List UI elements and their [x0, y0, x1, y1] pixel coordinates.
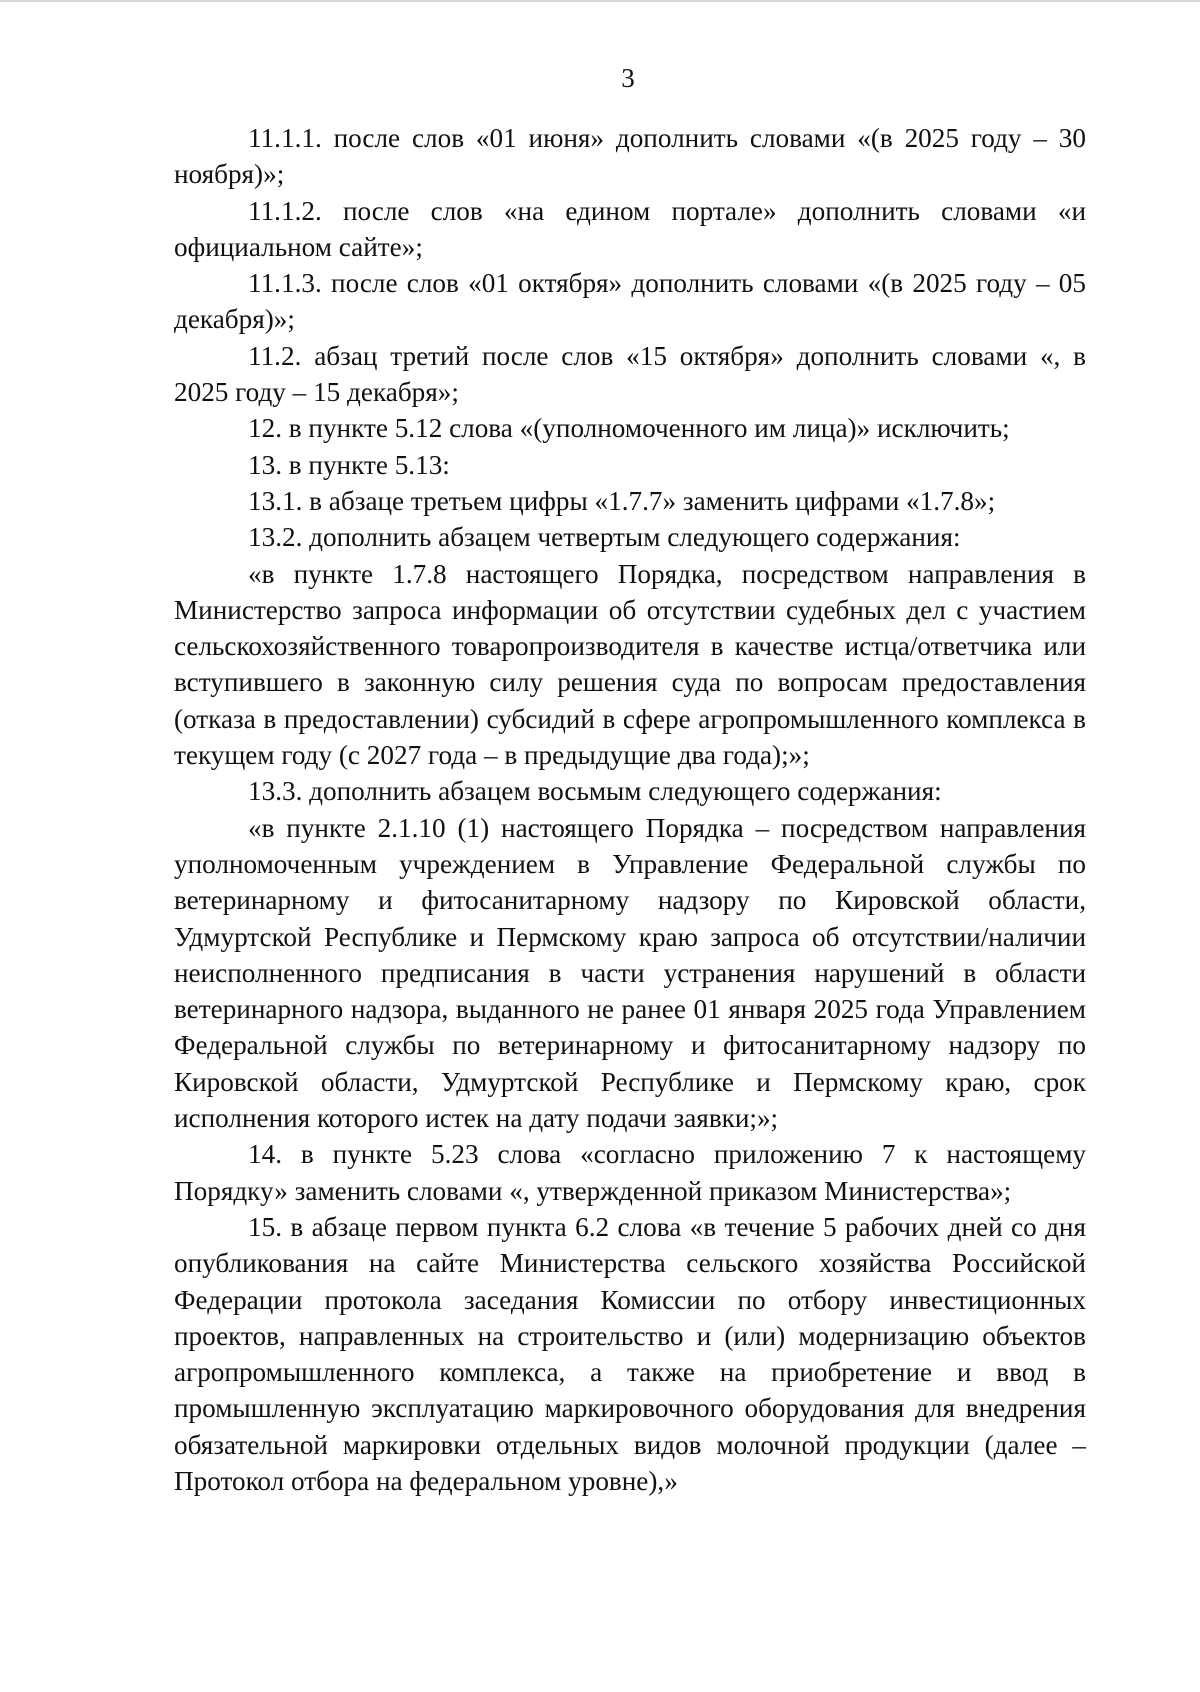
paragraph-13-2: 13.2. дополнить абзацем четвертым следующего содержания: [248, 522, 961, 553]
paragraph-11-1-2: 11.1.2. после слов «на едином портале» дополнить словами «и официальном сайте»; [174, 195, 1086, 262]
scan-edge-line [0, 0, 1200, 2]
paragraph-11-2: 11.2. абзац третий после слов «15 октября» дополнить словами «, в 2025 году – 15 декабря»; [174, 340, 1086, 408]
paragraph-13-3: 13.3. дополнить абзацем восьмым следующего содержания: [248, 776, 942, 807]
paragraph-15: 15. в абзаце первом пункта 6.2 слова «в течение 5 рабочих дней со дня опубликования на сайте Министерства сельского хозяйства Российской Федерации протокола заседания Комиссии по отбору инвестиционных проектов, направленных на строительство и (или) модернизацию объектов агропромышленного комплекса, а также на приобретение и ввод в промышленную эксплуатацию маркировочного оборудования для внедрения обязательной маркировки отдельных видов молочной продукции (далее – Протокол отбора на федеральном уровне),» [174, 1211, 1086, 1496]
page-number: 3 [621, 63, 635, 93]
quoted-paragraph-1-7-8: «в пункте 1.7.8 настоящего Порядка, посредством направления в Министерство запроса информации об отсутствии судебных дел с участием сельскохозяйственного товаропроизводителя в качестве истца/ответчика или вступившего в законную силу решения суда по вопросам предоставления (отказа в предоставлении) субсидий в сфере агропромышленного комплекса в текущем году (с 2027 года – в предыдущие два года);»; [174, 558, 1086, 771]
paragraph-14: 14. в пункте 5.23 слова «согласно приложению 7 к настоящему Порядку» заменить словами «, утвержденной приказом Министерства»; [174, 1139, 1086, 1206]
paragraph-11-1-3: 11.1.3. после слов «01 октября» дополнить словами «(в 2025 году – 05 декабря)»; [174, 268, 1086, 335]
paragraph-13-1: 13.1. в абзаце третьем цифры «1.7.7» заменить цифрами «1.7.8»; [248, 485, 996, 516]
paragraph-13: 13. в пункте 5.13: [248, 449, 450, 480]
paragraph-12: 12. в пункте 5.12 слова «(уполномоченного им лица)» исключить; [248, 413, 1010, 444]
quoted-paragraph-2-1-10: «в пункте 2.1.10 (1) настоящего Порядка – посредством направления уполномоченным учреждением в Управление Федеральной службы по ветеринарному и фитосанитарному надзору по Кировской области, Удмуртской Республике и Пермскому краю запроса об отсутствии/наличии неисполненного предписания в части устранения нарушений в области ветеринарного надзора, выданного не ранее 01 января 2025 года Управлением Федеральной службы по ветеринарному и фитосанитарному надзору по Кировской области, Удмуртской Республике и Пермскому краю, срок исполнения которого истек на дату подачи заявки;»; [174, 812, 1086, 1134]
paragraph-11-1-1: 11.1.1. после слов «01 июня» дополнить словами «(в 2025 году – 30 ноября)»; [174, 123, 1086, 190]
document-body [174, 120, 1086, 1499]
